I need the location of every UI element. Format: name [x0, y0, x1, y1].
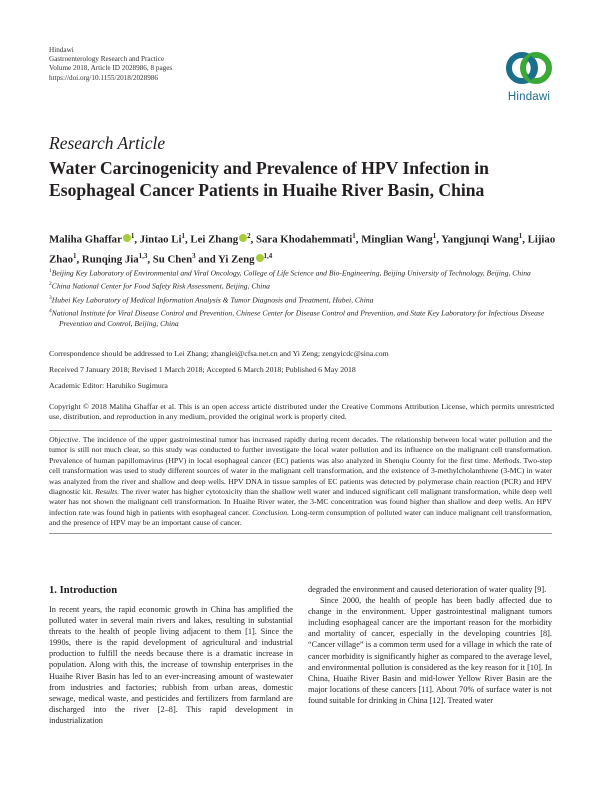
- left-column: [49, 604, 293, 726]
- abstract-conclusion: Long-term consumption of polluted water can induce malignant cell transformation, and the presence of HPV may be an important cause of cancer.: [49, 507, 552, 528]
- affiliation-text: China National Center for Food Safety Risk Assessment, Beijing, China: [51, 281, 270, 291]
- correspondence: Correspondence should be addressed to Lei Zhang; zhanglei@cfsa.net.cn and Yi Zeng; zengyicdc@sina.com: [49, 349, 389, 358]
- abstract-methods: Two-step cell transformation was used to study different sources of water in the malignant cell transformation, and the existence of 3-methylcholanthrene (3-MC) in water was analyzed from the river and shallow and deep wells. HPV DNA in tissue samples of EC patients was detected by polymerase chain reaction (PCR) and HPV diagnostic kit.: [49, 455, 553, 497]
- author-affiliation-number: 3: [192, 252, 196, 261]
- right-column: [308, 584, 552, 706]
- abstract-objective-label: Objective.: [49, 435, 81, 444]
- affiliation-text: Beijing Key Laboratory of Environmental and Viral Oncology, College of Life Science and Bio-Engineering, Beijing University of Technology, Beijing, China: [51, 268, 531, 278]
- intro-paragraph: Since 2000, the health of people has been badly affected due to change in the environment. Upper gastrointestinal malignant tumors including esophageal cancer are the important reason for the morbidity and mortality of cancer, especially in the developing countries [8]. “Cancer village” is a common term used for a village in which the rate of cancer morbidity is significantly higher as compared to the average level, and environmental pollution is considered as the key reason for it [10]. In China, Huaihe River Basin and mid-lower Yellow River Basin are the major locations of these cancers [11]. About 70% of surface water is not found suitable for drinking in China [12]. Treated water: [308, 596, 553, 705]
- journal-info: [49, 46, 172, 83]
- affiliation-number: 1: [49, 268, 52, 274]
- logo-text: Hindawi: [507, 91, 551, 103]
- affiliation: [49, 266, 569, 279]
- article-type: Research Article: [49, 133, 166, 153]
- affiliation: [49, 279, 569, 292]
- author-name[interactable]: Minglian Wang: [361, 233, 433, 246]
- intro-paragraph-continued: degraded the environment and caused deterioration of water quality [9].: [308, 585, 547, 594]
- abstract-results-label: Results.: [95, 487, 120, 497]
- article-title: Water Carcinogenicity and Prevalence of HPV Infection in Esophageal Cancer Patients in Huaihe River Basin, China: [49, 158, 489, 200]
- abstract: [49, 430, 552, 534]
- orcid-icon[interactable]: [239, 234, 247, 242]
- author-affiliation-number: 1,4: [263, 252, 273, 261]
- author-affiliation-number: 1: [130, 232, 135, 240]
- affiliation-text: Hubei Key Laboratory of Medical Information Analysis & Tumor Diagnosis and Treatment, Hubei, China: [51, 295, 374, 305]
- author-name[interactable]: Lei Zhang: [190, 233, 239, 246]
- affiliation-number: 4: [49, 307, 52, 314]
- author-name[interactable]: Lijiao Zhao: [49, 233, 556, 266]
- affiliation-text: National Institute for Viral Disease Control and Prevention, Chinese Center for Disease Control and Prevention, and State Key Laboratory for Infectious Disease Prevention and Control, Beijing, China: [51, 308, 545, 329]
- abstract-results: The river water has higher cytotoxicity than the shallow well water and induced significant cell malignant transformation, while deep well water has not shown the malignant cell transformation. In Huaihe River water, the 3-MC concentration was found higher than shallow and deep wells. An HPV infection rate was found high in patients with esophageal cancer.: [49, 487, 552, 517]
- author-name[interactable]: Yi Zeng: [218, 253, 255, 266]
- affiliation-number: 2: [49, 281, 52, 288]
- author-name[interactable]: Jintao Li: [139, 233, 182, 246]
- abstract-methods-label: Methods.: [492, 455, 522, 465]
- abstract-objective: The incidence of the upper gastrointestinal tumor has increased rapidly during recent decades. The relationship between local water pollution and the tumor is still not much clear, so this study was conducted to further investigate the local water pollution and its influence on the malignant cell transformation. Prevalence of human papillomavirus (HPV) in local esophageal cancer (EC) patients was also analyzed in Shenqiu County for the first time.: [49, 435, 552, 465]
- orcid-icon[interactable]: [256, 254, 264, 262]
- affiliation: [49, 293, 569, 306]
- affiliation-number: 3: [49, 294, 52, 301]
- author-list: Maliha Ghaffar $^1$, Jintao Li$^1$, Lei Zhang $^2$, Sara Khodahemmati$^1$, Minglian Wang$^1$, Yangjunqi Wang$^1$, Lijiao Zhao$^1$, Runqing Jia$^{1,3}$, Su Chen$^3$ and Yi Zeng $^{1,4}$: [49, 232, 556, 266]
- volume-info: Volume 2018, Article ID 2028986, 8 pages: [49, 64, 173, 73]
- intro-paragraph: In recent years, the rapid economic growth in China has amplified the polluted water in several main rivers and lakes, resulting in substantial threats to the health of people living adjacent to them [1]. Since the 1990s, there is the rapid development of agricultural and industrial production to fulfill the needs because there is a dramatic increase in population. Along with this, the increase of township enterprises in the Huaihe River Basin has led to an ever-increasing amount of wastewater from industries and factories; rubbish from urban areas, domestic sewage, medical waste, and pesticides and fertilizers from farmland are discharged into the river [2–8]. This rapid development in industrialization: [49, 605, 293, 725]
- publisher-name: Hindawi: [49, 46, 74, 54]
- copyright-notice: Copyright © 2018 Maliha Ghaffar et al. This is an open access article distributed under the Creative Commons Attribution License, which permits unrestricted use, distribution, and reproduction in any medium, provided the original work is properly cited.: [49, 402, 554, 422]
- section-heading: 1. Introduction: [49, 585, 118, 596]
- journal-name: Gastroenterology Research and Practice: [49, 55, 165, 64]
- author-affiliation-number: 1: [518, 232, 523, 240]
- author-name[interactable]: Runqing Jia: [81, 253, 139, 266]
- orcid-icon[interactable]: [123, 234, 131, 242]
- affiliation-list: [49, 266, 569, 330]
- author-affiliation-number: 1: [352, 232, 356, 240]
- author-name[interactable]: Maliha Ghaffar: [49, 233, 122, 246]
- abstract-conclusion-label: Conclusion.: [252, 507, 290, 517]
- doi-link[interactable]: https://doi.org/10.1155/2018/2028986: [49, 73, 159, 82]
- author-name[interactable]: Su Chen: [152, 253, 193, 266]
- article-dates: Received 7 January 2018; Revised 1 March 2018; Accepted 6 March 2018; Published 6 May 2018: [49, 365, 356, 374]
- author-affiliation-number: 2: [247, 232, 251, 240]
- author-affiliation-number: 1: [181, 232, 185, 240]
- academic-editor: Academic Editor: Haruhiko Sugimura: [49, 381, 168, 390]
- author-name[interactable]: Yangjunqi Wang: [441, 233, 519, 246]
- author-affiliation-number: 1: [73, 252, 77, 261]
- author-name[interactable]: Sara Khodahemmati: [256, 233, 353, 246]
- affiliation: [49, 306, 569, 330]
- author-affiliation-number: 1,3: [138, 252, 148, 261]
- author-affiliation-number: 1: [432, 232, 437, 240]
